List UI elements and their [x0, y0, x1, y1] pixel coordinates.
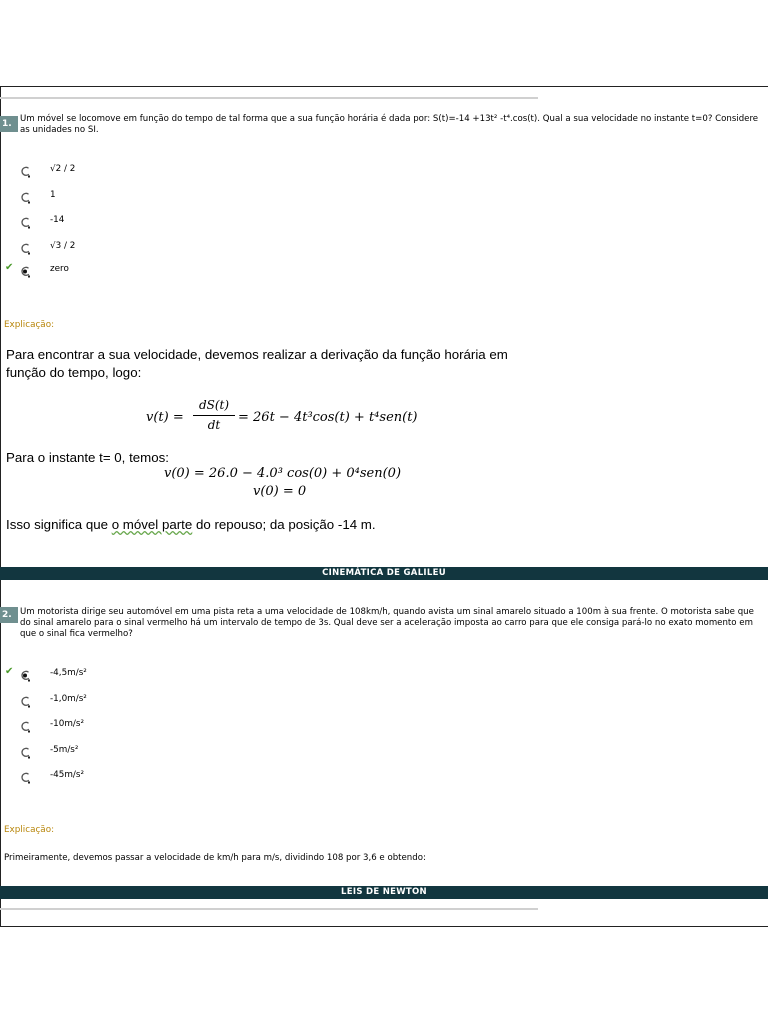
- option-label: -1,0m/s²: [50, 694, 87, 704]
- explanation-image: [0, 343, 560, 543]
- explanation-line: Para encontrar a sua velocidade, devemos realizar a derivação da função horária em: [6, 347, 508, 362]
- question-number: 2.: [0, 607, 18, 623]
- explanation-line: função do tempo, logo:: [6, 365, 142, 380]
- option-label: -14: [50, 215, 65, 225]
- explanation-text: Primeiramente, devemos passar a velocidade de km/h para m/s, dividindo 108 por 3,6 e obtendo:: [4, 853, 426, 863]
- question-text: Um móvel se locomove em função do tempo de tal forma que a sua função horária é dada por: S(t)=-14 +13t² -t⁴.cos(t). Qual a sua velocidade no instante t=0? Considere as unidades no SI.: [20, 114, 759, 135]
- divider: [0, 97, 538, 99]
- explanation-text: Isso significa que: [6, 517, 112, 532]
- equation-rhs: = 26t − 4t³cos(t) + t⁴sen(t): [238, 410, 418, 425]
- explanation-label: Explicação:: [4, 825, 55, 835]
- option-label: -10m/s²: [50, 719, 85, 729]
- option-label: √3 / 2: [50, 241, 76, 251]
- option-label: zero: [50, 264, 69, 274]
- explanation-text: do repouso; da posição -14 m.: [192, 517, 376, 532]
- divider: [0, 908, 538, 910]
- radio-icon[interactable]: [20, 718, 31, 729]
- radio-icon[interactable]: [20, 214, 31, 225]
- radio-icon[interactable]: [20, 263, 31, 274]
- section-band: LEIS DE NEWTON: [0, 886, 768, 899]
- q2-option[interactable]: [0, 769, 300, 783]
- option-label: -45m/s²: [50, 770, 85, 780]
- radio-icon[interactable]: [20, 667, 31, 678]
- q1-option[interactable]: [0, 214, 300, 228]
- equation-numerator: dS(t): [198, 398, 230, 412]
- equation-lhs: v(t) =: [146, 410, 184, 425]
- q2-option[interactable]: [0, 693, 300, 707]
- radio-icon[interactable]: [20, 744, 31, 755]
- radio-icon[interactable]: [20, 240, 31, 251]
- q2-option[interactable]: [0, 744, 300, 758]
- option-label: -5m/s²: [50, 745, 79, 755]
- q1-option[interactable]: [0, 189, 300, 203]
- equation-3: v(0) = 0: [253, 484, 307, 499]
- radio-icon[interactable]: [20, 693, 31, 704]
- explanation-line: [6, 516, 376, 534]
- question-number: 1.: [0, 116, 18, 132]
- check-icon: ✔: [5, 666, 14, 677]
- q1-option[interactable]: [0, 240, 300, 254]
- section-band: CINEMÁTICA DE GALILEU: [0, 567, 768, 580]
- option-label: 1: [50, 190, 56, 200]
- question-text: Um motorista dirige seu automóvel em uma pista reta a uma velocidade de 108km/h, quando avista um sinal amarelo situado a 100m à sua frente. O motorista sabe que do sinal amarelo para o sinal vermelho há um intervalo de tempo de 3s. Qual deve ser a aceleração imposta ao carro para que ele consiga pará-lo no exato momento em que o sinal fica vermelho?: [20, 607, 754, 639]
- equation-denominator: dt: [207, 418, 221, 432]
- q2-option[interactable]: [0, 718, 300, 732]
- explanation-label: Explicação:: [4, 320, 55, 330]
- q2-option[interactable]: [0, 667, 300, 681]
- option-label: -4,5m/s²: [50, 668, 87, 678]
- equation-2: v(0) = 26.0 − 4.0³ cos(0) + 0⁴sen(0): [164, 466, 402, 481]
- radio-icon[interactable]: [20, 769, 31, 780]
- explanation-line: Para o instante t= 0, temos:: [6, 450, 169, 465]
- q1-option[interactable]: [0, 163, 300, 177]
- fraction-bar: [193, 415, 235, 416]
- option-label: √2 / 2: [50, 164, 76, 174]
- radio-icon[interactable]: [20, 189, 31, 200]
- check-icon: ✔: [5, 262, 14, 273]
- radio-icon[interactable]: [20, 163, 31, 174]
- q1-option[interactable]: [0, 263, 300, 277]
- underlined-text: o móvel parte: [111, 517, 193, 532]
